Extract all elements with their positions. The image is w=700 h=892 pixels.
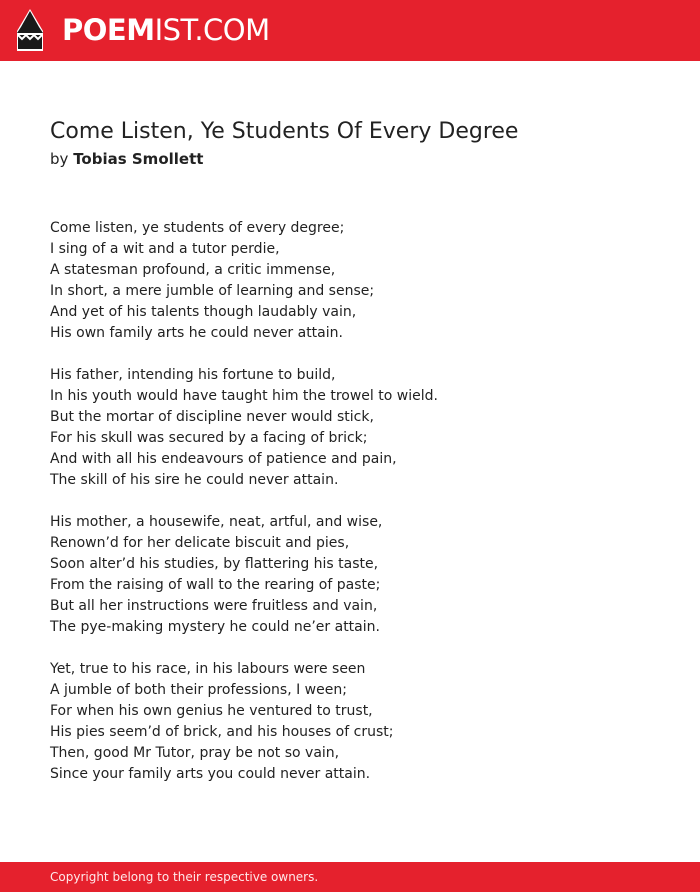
poem-line: His own family arts he could never attain. <box>50 325 343 341</box>
stanza <box>50 512 670 638</box>
poem-line: A jumble of both their professions, I ween; <box>50 682 347 698</box>
by-label: by <box>50 150 69 168</box>
poem-line: The skill of his sire he could never attain. <box>50 472 339 488</box>
poem-line: His mother, a housewife, neat, artful, and wise, <box>50 514 383 530</box>
site-logo[interactable] <box>62 13 270 47</box>
stanza <box>50 365 670 491</box>
footer-bar <box>0 862 700 892</box>
poem-line: Come listen, ye students of every degree; <box>50 220 345 236</box>
poem-line: Renown’d for her delicate biscuit and pies, <box>50 535 350 551</box>
poem-line: Since your family arts you could never attain. <box>50 766 371 782</box>
poem-line: I sing of a wit and a tutor perdie, <box>50 241 280 257</box>
poem-line: Soon alter’d his studies, by flattering his taste, <box>50 556 379 572</box>
copyright-text: Copyright belong to their respective owners. <box>50 870 319 884</box>
author-name: Tobias Smollett <box>73 150 204 168</box>
stanza <box>50 218 670 344</box>
poem-line: His father, intending his fortune to build, <box>50 367 336 383</box>
poem-line: A statesman profound, a critic immense, <box>50 262 336 278</box>
pencil-tip-icon <box>16 9 44 51</box>
poem-line: But all her instructions were fruitless and vain, <box>50 598 378 614</box>
poem-line: But the mortar of discipline never would stick, <box>50 409 374 425</box>
poem-line: The pye-making mystery he could ne’er attain. <box>50 619 380 635</box>
stanza <box>50 659 670 785</box>
poem-line: Then, good Mr Tutor, pray be not so vain, <box>50 745 340 761</box>
byline <box>50 148 203 170</box>
poem-line: And with all his endeavours of patience and pain, <box>50 451 397 467</box>
poem-line: Yet, true to his race, in his labours were seen <box>50 661 366 677</box>
poem-line: For his skull was secured by a facing of brick; <box>50 430 368 446</box>
poem-line: In short, a mere jumble of learning and sense; <box>50 283 375 299</box>
logo-bold-text: POEM <box>62 13 155 47</box>
poem-line: For when his own genius he ventured to trust, <box>50 703 373 719</box>
poem-body <box>50 218 670 806</box>
poem-title: Come Listen, Ye Students Of Every Degree <box>50 119 519 144</box>
logo-light-text: IST.COM <box>154 13 270 47</box>
poem-line: His pies seem’d of brick, and his houses of crust; <box>50 724 394 740</box>
poem-line: From the raising of wall to the rearing of paste; <box>50 577 381 593</box>
poem-line: And yet of his talents though laudably vain, <box>50 304 357 320</box>
header-bar <box>0 0 700 61</box>
poem-line: In his youth would have taught him the trowel to wield. <box>50 388 438 404</box>
